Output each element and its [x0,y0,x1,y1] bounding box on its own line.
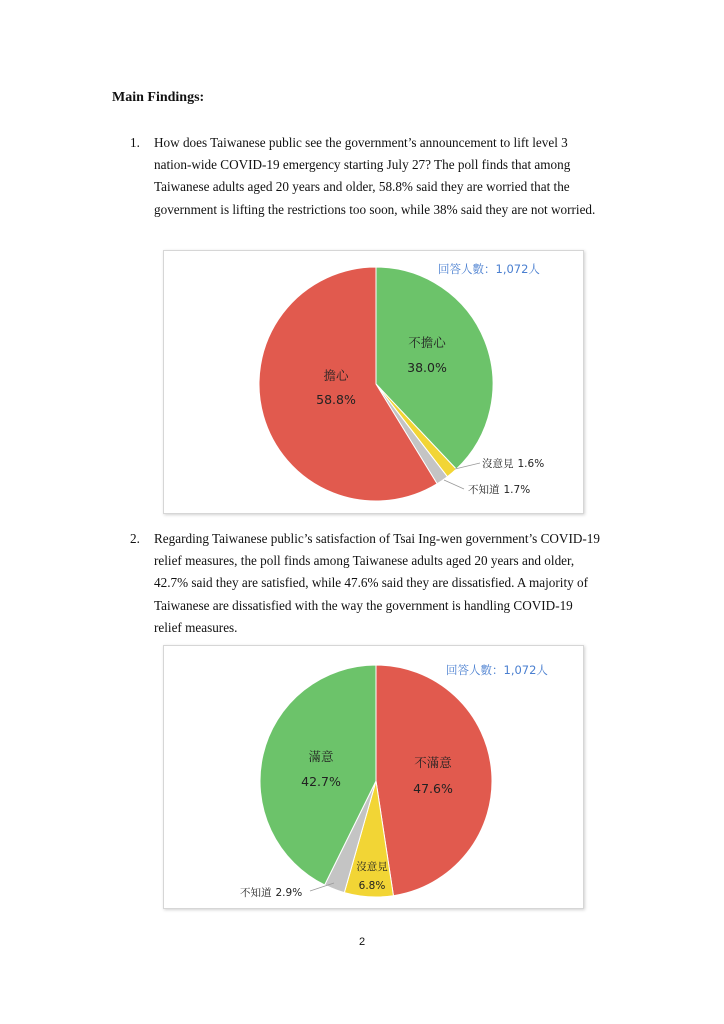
slice-value-satisfied: 42.7% [301,774,341,789]
slice-label-dont-know [468,483,530,496]
slice-label-no-opinion [482,457,544,470]
slice-label-dont-know-value: 2.9% [275,887,303,899]
slice-value-no-opinion: 6.8% [358,880,386,892]
pie-chart-1-svg [164,251,583,513]
section-heading: Main Findings: [112,90,205,105]
finding-number: 2. [130,531,140,546]
slice-label-dont-know-name: 不知道 [468,484,500,496]
respondents-count: 回答人數：1,072人 [438,262,540,276]
finding-text: Regarding Taiwanese public’s satisfaction of Tsai Ing-wen government’s COVID-19 relief measures, the poll finds among Taiwanese adults aged 20 years and older, 42.7% said they are satisfied, while 47.6% said they are dissatisfied. A majority of Taiwanese are dissatisfied with the way the government is handling COVID-19 relief measures. [154,531,600,635]
pie-chart-1 [163,250,584,514]
slice-label-no-opinion-value: 1.6% [517,458,545,470]
slice-label-worried: 擔心 [323,368,349,383]
slice-label-no-opinion-name: 沒意見 [482,458,514,470]
respondents-count: 回答人數：1,072人 [446,663,548,677]
slice-value-dissatisfied: 47.6% [413,781,453,796]
finding-text: How does Taiwanese public see the government’s announcement to lift level 3 nation-wide COVID-19 emergency starting July 27? The poll finds that among Taiwanese adults aged 20 years and older, 58.8% said they are worried that the government is lifting the restrictions too soon, while 38% said they are not worried. [154,135,596,217]
pie-chart-2 [163,645,584,909]
finding-number: 1. [130,135,140,150]
slice-label-not-worried: 不擔心 [408,335,446,350]
slice-label-no-opinion: 沒意見 [356,861,388,873]
pie-chart-2-svg [164,646,583,908]
slice-label-dont-know [240,886,302,899]
slice-value-worried: 58.8% [316,392,356,407]
slice-label-dissatisfied: 不滿意 [414,755,452,770]
slice-label-satisfied: 滿意 [308,749,334,764]
slice-label-dont-know-value: 1.7% [503,484,531,496]
slice-value-not-worried: 38.0% [407,360,447,375]
leader-line-dont-know [444,480,464,489]
page-number: 2 [358,936,366,948]
slice-label-dont-know-name: 不知道 [240,887,272,899]
